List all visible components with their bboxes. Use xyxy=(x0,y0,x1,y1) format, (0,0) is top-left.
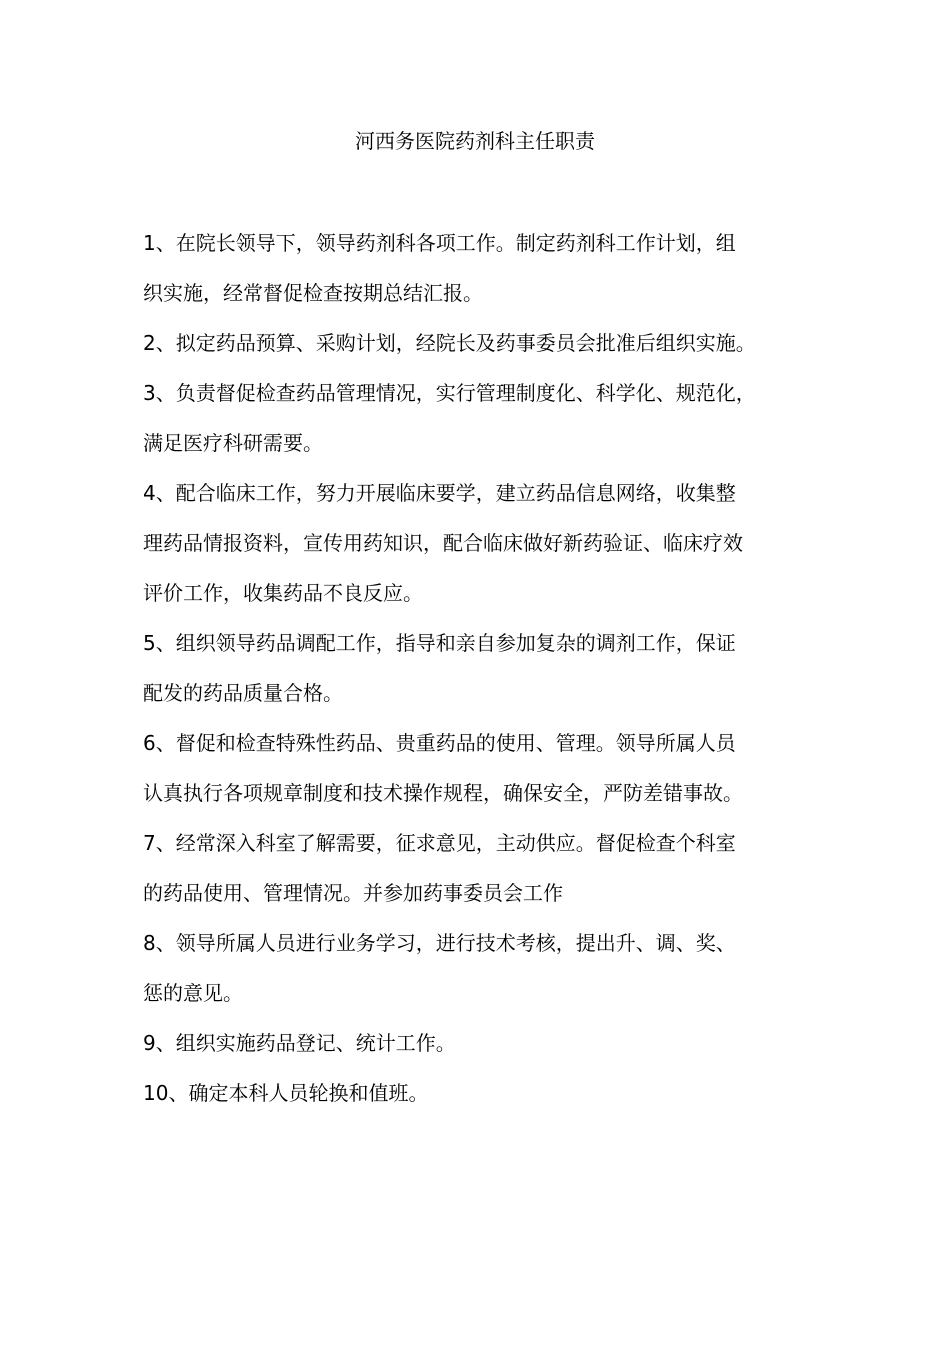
body-line: 3、负责督促检查药品管理情况，实行管理制度化、科学化、规范化， xyxy=(143,381,756,405)
body-line: 的药品使用、管理情况。并参加药事委员会工作 xyxy=(143,881,563,905)
body-line: 织实施，经常督促检查按期总结汇报。 xyxy=(143,281,483,305)
body-line: 惩的意见。 xyxy=(143,981,243,1005)
body-line: 9、组织实施药品登记、统计工作。 xyxy=(143,1031,456,1055)
document-body xyxy=(143,225,783,1125)
body-line: 1、在院长领导下，领导药剂科各项工作。制定药剂科工作计划，组 xyxy=(143,231,736,255)
body-line: 7、经常深入科室了解需要，征求意见，主动供应。督促检查个科室 xyxy=(143,831,736,855)
body-line: 配发的药品质量合格。 xyxy=(143,681,343,705)
body-line: 8、领导所属人员进行业务学习，进行技术考核，提出升、调、奖、 xyxy=(143,931,736,955)
body-line: 10、确定本科人员轮换和值班。 xyxy=(143,1081,429,1105)
body-line: 认真执行各项规章制度和技术操作规程，确保安全，严防差错事故。 xyxy=(143,781,743,805)
body-line: 6、督促和检查特殊性药品、贵重药品的使用、管理。领导所属人员 xyxy=(143,731,736,755)
body-line: 4、配合临床工作，努力开展临床要学，建立药品信息网络，收集整 xyxy=(143,481,736,505)
body-line: 5、组织领导药品调配工作，指导和亲自参加复杂的调剂工作，保证 xyxy=(143,631,736,655)
document-title: 河西务医院药剂科主任职责 xyxy=(355,129,595,153)
body-line: 2、拟定药品预算、采购计划，经院长及药事委员会批准后组织实施。 xyxy=(143,331,756,355)
body-line: 评价工作，收集药品不良反应。 xyxy=(143,581,423,605)
body-line: 理药品情报资料，宣传用药知识，配合临床做好新药验证、临床疗效 xyxy=(143,531,743,555)
body-line: 满足医疗科研需要。 xyxy=(143,431,323,455)
